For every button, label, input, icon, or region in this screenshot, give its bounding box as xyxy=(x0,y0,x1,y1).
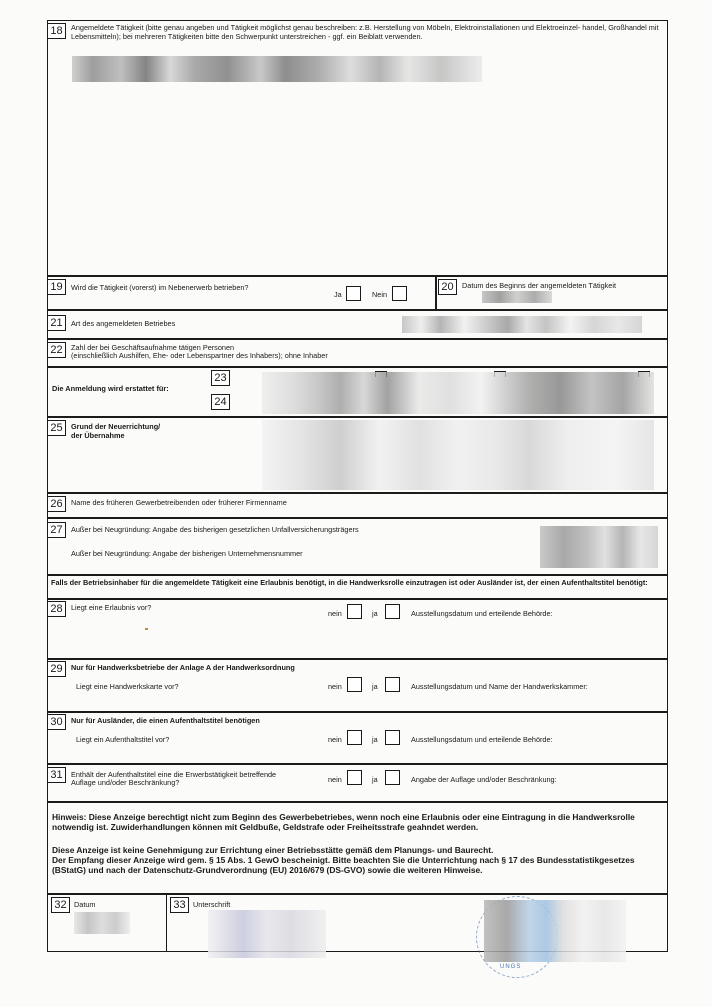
redacted-unfallversicherung xyxy=(540,526,658,568)
redacted-anmeldung xyxy=(262,372,654,414)
field-28-ja-label: ja xyxy=(372,609,378,618)
field-21-label: Art des angemeldeten Betriebes xyxy=(71,319,176,328)
field-31-right-label: Angabe der Auflage und/oder Beschränkung: xyxy=(411,775,557,784)
field-23-number: 23 xyxy=(211,370,230,386)
hinweis-paragraph-1: Hinweis: Diese Anzeige berechtigt nicht zum Beginn des Gewerbebetriebes, wenn noch eine Erlaubnis oder eine Eintragung in die Handwerksrolle notwendig ist. Zuwiderhandlungen können mit Geldbuße, Geldstrafe oder Freiheitsstrafe geahndet werden. xyxy=(52,812,635,833)
redacted-signature xyxy=(208,910,326,958)
field-22-number: 22 xyxy=(47,342,66,358)
hinweis-paragraph-3: Der Empfang dieser Anzeige wird gem. § 15 Abs. 1 GewO bescheinigt. Bitte beachten Sie die Unterrichtung nach § 17 des Bundesstatistikgesetzes (BStatG) und nach der Datenschutz-Grundverordnung (EU) 2016/679 (DS-GVO) sowie die weiteren Hinweise. xyxy=(52,855,635,876)
field-29-ja-checkbox[interactable] xyxy=(385,677,400,692)
signature-divider xyxy=(166,894,167,952)
field-27-label-line1: Außer bei Neugründung: Angabe des bisherigen gesetzlichen Unfallversicherungsträgers xyxy=(71,525,359,534)
field-26-number: 26 xyxy=(47,496,66,512)
field-25-label-line2: der Übernahme xyxy=(71,431,125,440)
field-30-title: Nur für Ausländer, die einen Aufenthaltstitel benötigen xyxy=(71,716,260,725)
field-29-nein-checkbox[interactable] xyxy=(347,677,362,692)
hinweis-paragraph-2: Diese Anzeige ist keine Genehmigung zur Errichtung einer Betriebsstätte gemäß dem Planungs- und Baurecht. xyxy=(52,845,494,855)
redacted-business-type xyxy=(402,316,642,333)
field-28-number: 28 xyxy=(47,601,66,617)
field-29-title: Nur für Handwerksbetriebe der Anlage A der Handwerksordnung xyxy=(71,663,295,672)
field-30-ja-label: ja xyxy=(372,735,378,744)
field-20-label: Datum des Beginns der angemeldeten Tätigkeit xyxy=(462,281,617,290)
redacted-date xyxy=(74,912,130,934)
field-32-label: Datum xyxy=(74,900,96,909)
field-25-label-line1: Grund der Neuerrichtung/ xyxy=(71,422,161,431)
field-28-label: Liegt eine Erlaubnis vor? xyxy=(71,603,152,612)
field-19-nein-label: Nein xyxy=(372,290,388,299)
field-29-number: 29 xyxy=(47,661,66,677)
field-29-right-label: Ausstellungsdatum und Name der Handwerkskammer: xyxy=(411,682,588,691)
field-28-right-label: Ausstellungsdatum und erteilende Behörde: xyxy=(411,609,553,618)
field-30-nein-checkbox[interactable] xyxy=(347,730,362,745)
field-19-label: Wird die Tätigkeit (vorerst) im Nebenerwerb betrieben? xyxy=(71,283,249,292)
field-28-nein-checkbox[interactable] xyxy=(347,604,362,619)
field-29-nein-label: nein xyxy=(328,682,342,691)
field-30-nein-label: nein xyxy=(328,735,342,744)
redacted-activity xyxy=(72,56,482,82)
field-20-number: 20 xyxy=(438,279,457,295)
field-28-ja-checkbox[interactable] xyxy=(385,604,400,619)
field-21-number: 21 xyxy=(47,315,66,331)
field-30-ja-checkbox[interactable] xyxy=(385,730,400,745)
field-31-number: 31 xyxy=(47,767,66,783)
field-19-nein-checkbox[interactable] xyxy=(392,286,407,301)
field-27-number: 27 xyxy=(47,522,66,538)
field-24-number: 24 xyxy=(211,394,230,410)
field-31-ja-checkbox[interactable] xyxy=(385,770,400,785)
field-18-number: 18 xyxy=(47,23,66,39)
anmeldung-label: Die Anmeldung wird erstattet für: xyxy=(52,384,169,393)
field-26-label: Name des früheren Gewerbetreibenden oder früherer Firmenname xyxy=(71,498,287,507)
erlaubnis-header: Falls der Betriebsinhaber für die angemeldete Tätigkeit eine Erlaubnis benötigt, in die Handwerksrolle einzutragen ist oder Ausländer ist, der einen Aufenthaltstitel benötigt: xyxy=(51,578,648,587)
stray-mark xyxy=(145,628,148,630)
field-31-nein-label: nein xyxy=(328,775,342,784)
field-29-ja-label: ja xyxy=(372,682,378,691)
field-19-ja-checkbox[interactable] xyxy=(346,286,361,301)
field-31-ja-label: ja xyxy=(372,775,378,784)
field-31-nein-checkbox[interactable] xyxy=(347,770,362,785)
stamp-text: UNGS xyxy=(500,964,522,970)
field-30-label: Liegt ein Aufenthaltstitel vor? xyxy=(76,735,170,744)
field-25-number: 25 xyxy=(47,420,66,436)
field-22-label-line2: (einschließlich Aushilfen, Ehe- oder Lebenspartner des Inhabers); ohne Inhaber xyxy=(71,351,328,360)
redacted-stamp xyxy=(484,900,626,962)
field-31-label-line2: Auflage und/oder Beschränkung? xyxy=(71,778,180,787)
field-31-label-line1: Enthält der Aufenthaltstitel eine die Erwerbstätigkeit betreffende xyxy=(71,770,277,779)
field-30-right-label: Ausstellungsdatum und erteilende Behörde: xyxy=(411,735,553,744)
field-22-label-line1: Zahl der bei Geschäftsaufnahme tätigen Personen xyxy=(71,343,235,352)
field-29-label: Liegt eine Handwerkskarte vor? xyxy=(76,682,179,691)
field-30-number: 30 xyxy=(47,714,66,730)
redacted-grund xyxy=(262,420,654,490)
redacted-date-begin xyxy=(482,291,552,303)
field-33-number: 33 xyxy=(170,897,189,913)
field-28-nein-label: nein xyxy=(328,609,342,618)
field-33-label: Unterschrift xyxy=(193,900,231,909)
field-19-number: 19 xyxy=(47,279,66,295)
field-19-ja-label: Ja xyxy=(334,290,342,299)
field-18-label: Angemeldete Tätigkeit (bitte genau angeben und Tätigkeit möglichst genau beschreiben: z.B. Herstellung von Möbeln, Elektroinstallationen und Elektroeinzel- handel, Großhandel mit Lebensmitteln); bei mehreren Tätigkeiten bitte den Schwerpunkt unterstreichen - ggf. ein Beiblatt verwenden. xyxy=(71,23,659,41)
field-32-number: 32 xyxy=(51,897,70,913)
field-27-label-line2: Außer bei Neugründung: Angabe der bisherigen Unternehmensnummer xyxy=(71,549,303,558)
